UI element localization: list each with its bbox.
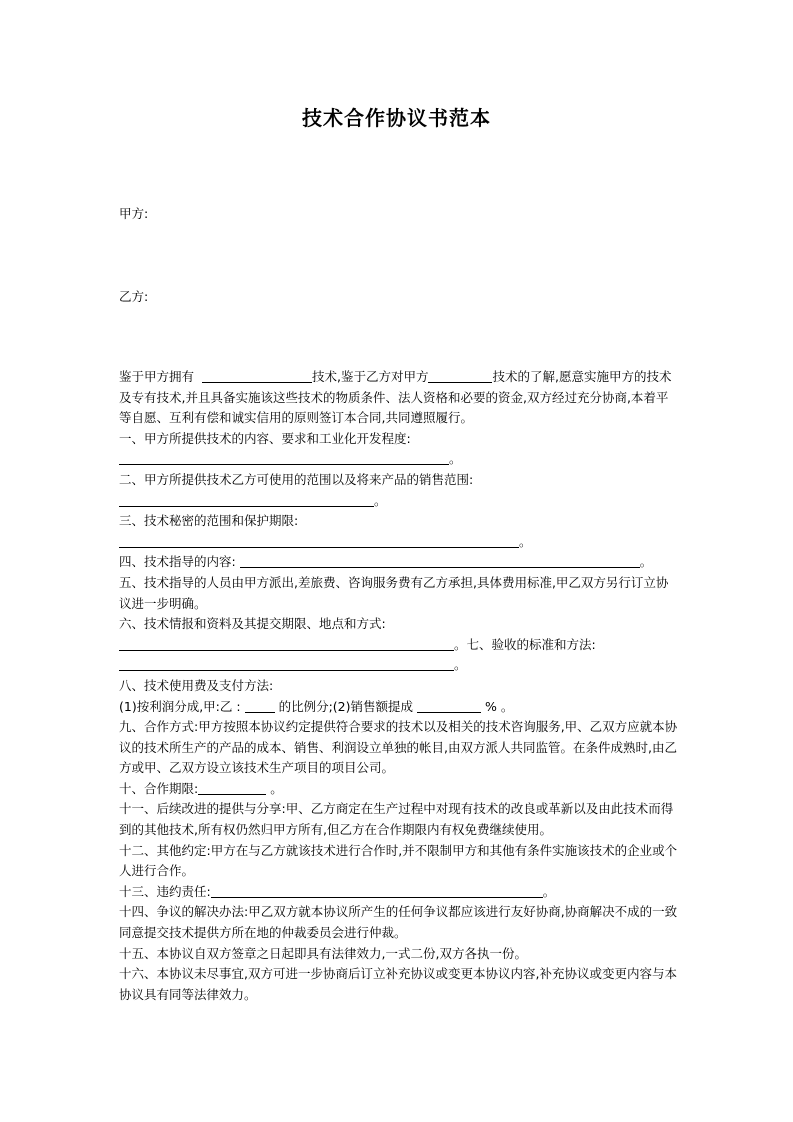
blank-technology-name-2 bbox=[428, 368, 492, 383]
section-4 bbox=[119, 552, 679, 573]
preamble-text-d: 及专有技术,并且具备实施该这些技术的物质条件、法人资格和必要的资金,双方经过充分协商,本着平等自愿、互利有偿和诚实信用的原则签订本合同,共同遵照履行。 bbox=[119, 389, 669, 426]
section-10-label: 十、合作期限: bbox=[119, 780, 199, 796]
preamble-text-b: 技术,鉴于乙方对甲方 bbox=[312, 369, 429, 384]
blank-line bbox=[211, 883, 543, 898]
period: 。 bbox=[519, 533, 532, 549]
blank-technology-name bbox=[202, 368, 312, 383]
section-15: 十五、本协议自双方签章之日起即具有法律效力,一式二份,双方各执一份。 bbox=[119, 945, 527, 961]
section-4-label: 四、技术指导的内容: bbox=[119, 554, 236, 570]
period: 。 bbox=[454, 636, 467, 652]
section-7-blank bbox=[119, 655, 679, 676]
profit-share-label: (1)按利润分成,甲:乙 : bbox=[119, 698, 241, 714]
period: 。 bbox=[639, 554, 653, 570]
section-13-label: 十三、违约责任: bbox=[119, 883, 211, 899]
period: 。 bbox=[542, 883, 556, 899]
section-11: 十一、后续改进的提供与分享:甲、乙方商定在生产过程中对现有技术的改良或革新以及由此技术而得到的其他技术,所有权仍然归甲方所有,但乙方在合作期限内有权免费继续使用。 bbox=[119, 801, 674, 838]
preamble bbox=[119, 367, 679, 429]
section-13 bbox=[119, 882, 679, 903]
blank-line bbox=[119, 450, 449, 465]
agreement-body bbox=[119, 367, 679, 1005]
blank-line bbox=[119, 656, 454, 671]
preamble-text-c: 技术的了解,愿意实施甲方的技术 bbox=[492, 369, 672, 384]
period: 。 bbox=[374, 492, 387, 508]
blank-ratio bbox=[245, 698, 275, 713]
section-6: 六、技术情报和资料及其提交期限、地点和方式: bbox=[119, 616, 386, 632]
section-3: 三、技术秘密的范围和保护期限: bbox=[119, 513, 299, 529]
section-3-blank bbox=[119, 532, 679, 553]
blank-line bbox=[119, 636, 454, 651]
period: 。 bbox=[449, 451, 462, 467]
percent-sign: % 。 bbox=[485, 698, 514, 714]
section-1: 一、甲方所提供技术的内容、要求和工业化开发程度: bbox=[119, 430, 411, 446]
blank-line bbox=[119, 533, 519, 548]
party-a-label: 甲方: bbox=[119, 206, 149, 221]
section-12: 十二、其他约定:甲方在与乙方就该技术进行合作时,并不限制甲方和其他有条件实施该技术的企业或个人进行合作。 bbox=[119, 842, 678, 879]
section-2-blank bbox=[119, 491, 679, 512]
section-1-blank bbox=[119, 449, 679, 470]
preamble-text-a: 鉴于甲方拥有 bbox=[119, 369, 195, 384]
section-7-label: 七、验收的标准和方法: bbox=[466, 636, 596, 652]
period: 。 bbox=[454, 657, 467, 673]
blank-line bbox=[119, 492, 374, 507]
blank-period bbox=[198, 780, 266, 795]
section-8-1 bbox=[119, 697, 679, 718]
document-title: 技术合作协议书范本 bbox=[302, 106, 491, 130]
section-8: 八、技术使用费及支付方法: bbox=[119, 677, 274, 693]
section-2: 二、甲方所提供技术乙方可使用的范围以及将来产品的销售范围: bbox=[119, 471, 474, 487]
blank-percentage bbox=[417, 698, 481, 713]
sales-commission-label: 的比例分;(2)销售额提成 bbox=[278, 698, 413, 714]
section-6-blank bbox=[119, 635, 679, 656]
section-14: 十四、争议的解决办法:甲乙双方就本协议所产生的任何争议都应该进行友好协商,协商解决不成的一致同意提交技术提供方所在地的仲裁委员会进行仲裁。 bbox=[119, 904, 678, 941]
period: 。 bbox=[270, 780, 283, 796]
section-5: 五、技术指导的人员由甲方派出,差旅费、咨询服务费有乙方承担,具体费用标准,甲乙双方另行订立协议进一步明确。 bbox=[119, 574, 669, 611]
section-9: 九、合作方式:甲方按照本协议约定提供符合要求的技术以及相关的技术咨询服务,甲、乙双方应就本协议的技术所生产的产品的成本、销售、利润设立单独的帐目,由双方派人共同监管。在条件成熟时,由乙方或甲、乙双方设立该技术生产项目的项目公司。 bbox=[119, 719, 678, 776]
section-16: 十六、本协议未尽事宜,双方可进一步协商后订立补充协议或变更本协议内容,补充协议或变更内容与本协议具有同等法律效力。 bbox=[119, 966, 677, 1002]
party-b-label: 乙方: bbox=[119, 289, 149, 304]
blank-line bbox=[240, 553, 640, 568]
section-10 bbox=[119, 779, 679, 800]
